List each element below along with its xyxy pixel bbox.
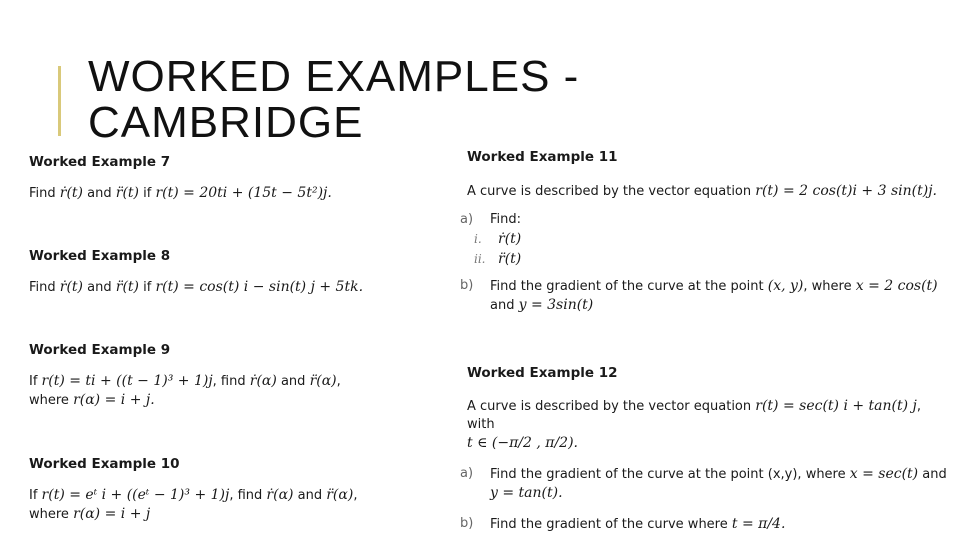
example-heading: Worked Example 10 [29, 456, 180, 472]
subpart-i [460, 229, 947, 249]
math: r̈(t) [115, 185, 140, 201]
part-b [460, 515, 952, 534]
math: y = tan(t). [490, 485, 563, 501]
text: and [83, 280, 116, 295]
text: if [139, 280, 156, 295]
worked-example-8 [29, 248, 363, 297]
text: and [918, 467, 947, 482]
text: where [29, 393, 74, 408]
subpart-label: i. [474, 232, 482, 246]
title-line-1: WORKED EXAMPLES - [88, 52, 580, 101]
example-body-line-2 [29, 391, 341, 410]
math: (x, y) [767, 278, 804, 294]
part-b [460, 277, 947, 315]
math: r̈(t) [115, 279, 140, 295]
text: Find the gradient of the curve at the point (x,y), where [490, 467, 850, 482]
math: r(t) = 2 cos(t)i + 3 sin(t)j. [755, 183, 937, 199]
part-a [460, 465, 952, 503]
text: where [29, 507, 74, 522]
math: r(α) = i + j. [73, 392, 155, 408]
example-parts [460, 465, 952, 534]
text: and [490, 298, 519, 313]
part-text: Find: [490, 212, 522, 227]
math: ṙ(α) [249, 373, 277, 389]
part-text [490, 515, 952, 534]
text: Find [29, 186, 60, 201]
example-body [29, 184, 332, 203]
math: r(t) = sec(t) i + tan(t) j [755, 398, 917, 414]
text: Find the gradient of the curve at the point [490, 279, 768, 294]
text: , [336, 374, 341, 389]
example-body [29, 278, 363, 297]
example-body-line-2 [29, 505, 357, 524]
worked-example-7 [29, 154, 332, 203]
math: ṙ(t) [498, 231, 522, 247]
subpart-ii [460, 249, 947, 269]
math: x = sec(t) [849, 466, 919, 482]
example-heading: Worked Example 9 [29, 342, 171, 358]
text: Find the gradient of the curve where [490, 517, 732, 532]
text: , find [229, 488, 267, 503]
part-a [460, 211, 947, 229]
text: , where [803, 279, 856, 294]
text: and [293, 488, 327, 503]
example-intro-line-2 [467, 434, 952, 453]
example-heading: Worked Example 8 [29, 248, 171, 264]
math: y = 3sin(t) [518, 297, 594, 313]
math: ṙ(α) [266, 487, 294, 503]
title-line-2: CAMBRIDGE [88, 98, 364, 147]
text: , find [212, 374, 250, 389]
text: If [29, 488, 42, 503]
math: ṙ(t) [59, 279, 84, 295]
text: , with [467, 399, 922, 432]
part-label: b) [460, 278, 474, 293]
part-label: a) [460, 466, 474, 481]
text: and [83, 186, 116, 201]
math: x = 2 cos(t) [855, 278, 938, 294]
title-accent-bar [58, 66, 61, 136]
math: r(t) = cos(t) i − sin(t) j + 5tk. [155, 279, 364, 295]
text: if [139, 186, 156, 201]
text: A curve is described by the vector equation [467, 184, 756, 199]
math: ṙ(t) [59, 185, 84, 201]
example-body-line-1 [29, 372, 341, 391]
example-intro [467, 397, 952, 434]
math: r̈(α) [309, 373, 337, 389]
math: r̈(t) [498, 251, 522, 267]
subpart-label: ii. [474, 252, 486, 266]
math: r(t) = ti + ((t − 1)³ + 1)j [41, 373, 213, 389]
text: and [276, 374, 310, 389]
example-heading: Worked Example 11 [467, 149, 618, 165]
example-heading: Worked Example 12 [467, 365, 618, 381]
text: , [353, 488, 358, 503]
math: t ∈ (−π/2 , π/2). [467, 435, 578, 451]
math: r(α) = i + j [73, 506, 151, 522]
example-heading: Worked Example 7 [29, 154, 171, 170]
math: r(t) = eᵗ i + ((eᵗ − 1)³ + 1)j [41, 487, 230, 503]
part-label: a) [460, 212, 474, 227]
math: r̈(α) [326, 487, 354, 503]
text: If [29, 374, 42, 389]
math: t = π/4. [731, 516, 786, 532]
worked-example-10 [29, 456, 357, 524]
worked-example-11 [460, 149, 947, 315]
worked-example-12 [460, 365, 952, 534]
part-text [490, 465, 952, 503]
part-label: b) [460, 516, 474, 531]
text: A curve is described by the vector equation [467, 399, 756, 414]
example-body-line-1 [29, 486, 357, 505]
example-intro [467, 182, 947, 201]
text: Find [29, 280, 60, 295]
page-title [88, 54, 579, 146]
part-text [490, 277, 947, 315]
example-parts [460, 211, 947, 315]
worked-example-9 [29, 342, 341, 410]
math: r(t) = 20ti + (15t − 5t²)j. [155, 185, 332, 201]
